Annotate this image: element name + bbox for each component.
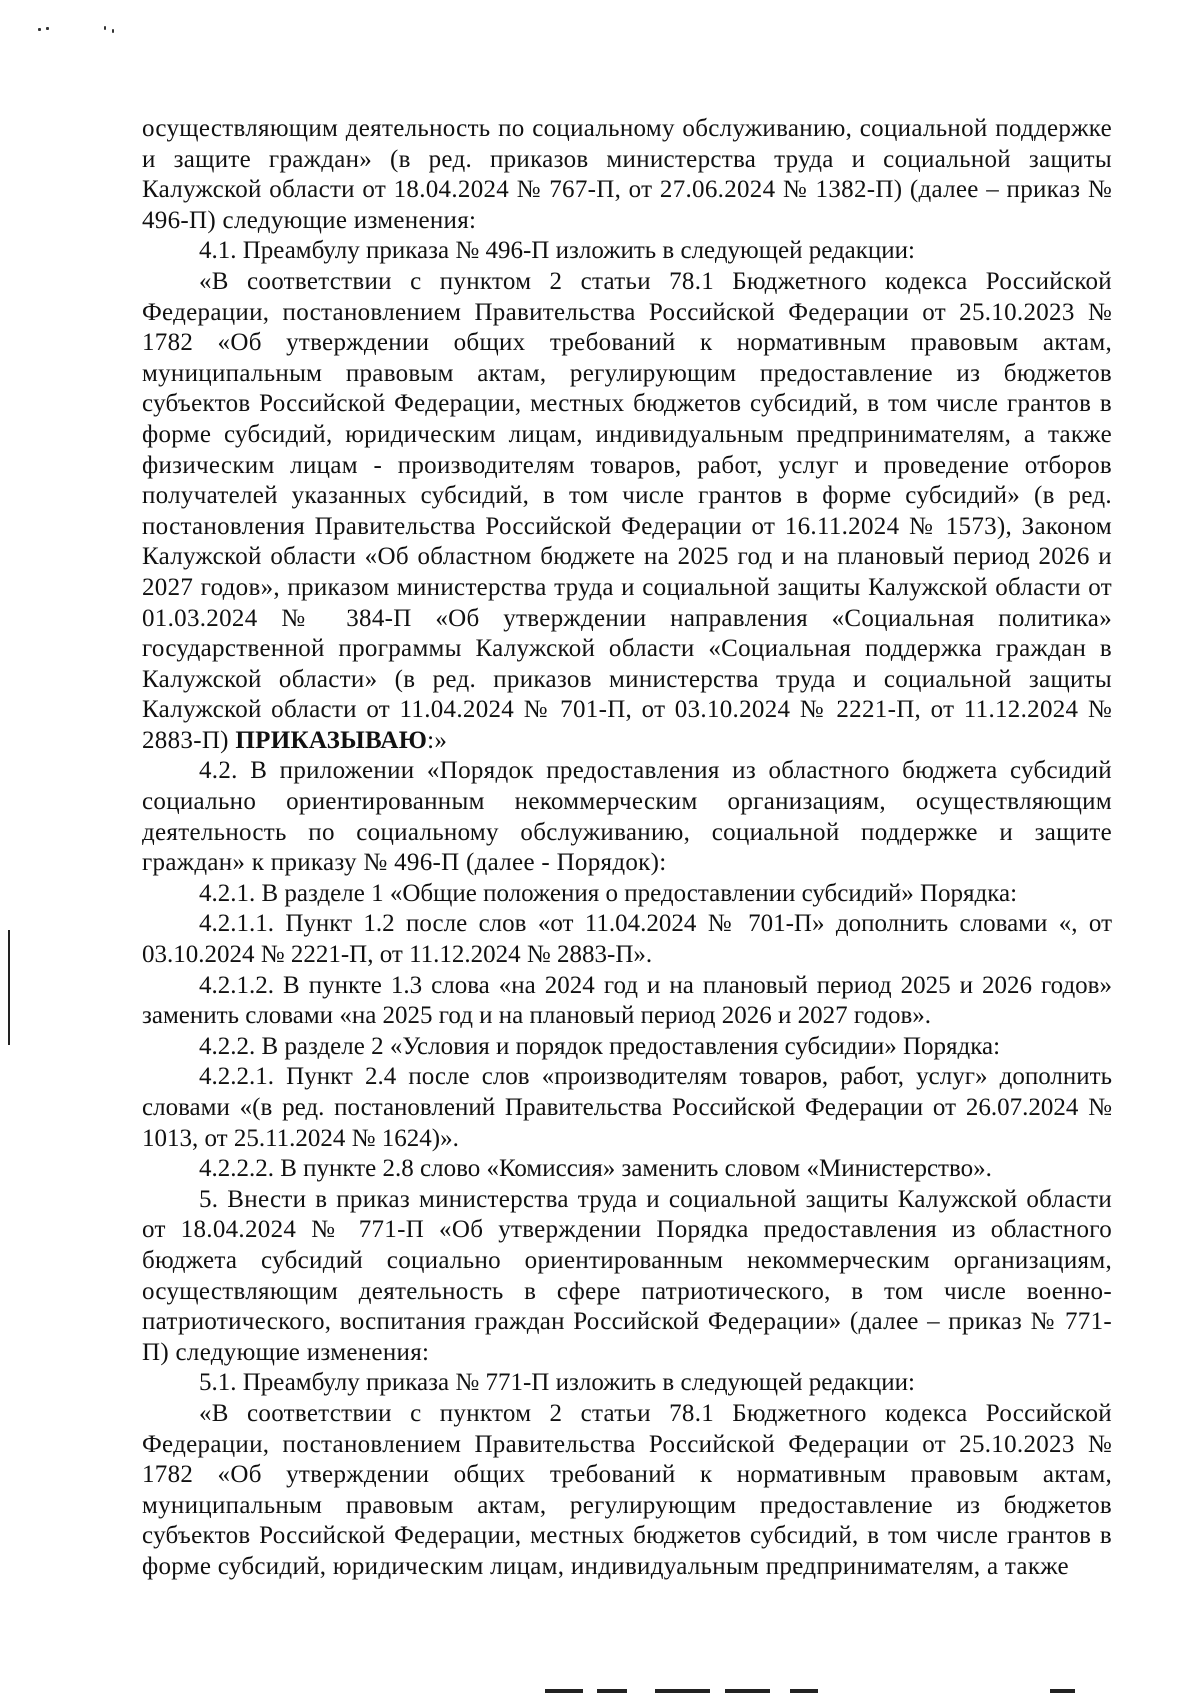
scan-speck [38,28,41,31]
paragraph-preamble-496 [142,267,1112,757]
scan-mark [725,1689,770,1693]
paragraph-4-2-2-1: 4.2.2.1. Пункт 2.4 после слов «производителям товаров, работ, услуг» дополнить словами «(в ред. постановлений Правительства Российской Федерации от 26.07.2024 № 1013, от 25.11.2024 № 1624)». [142,1063,1112,1152]
order-word: ПРИКАЗЫВАЮ [235,726,428,754]
preamble-496-text: «В соответствии с пунктом 2 статьи 78.1 Бюджетного кодекса Российской Федерации, постановлением Правительства Российской Федерации от 25.10.2023 № 1782 «Об утверждении общих требований к нормативным правовым актам, муниципальным правовым актам, регулирующим предоставление из бюджетов субъектов Российской Федерации, местных бюджетов субсидий, в том числе грантов в форме субсидий, юридическим лицам, индивидуальным предпринимателям, а также физическим лицам - производителям товаров, работ, услуг и проведение отборов получателей указанных субсидий, в том числе грантов в форме субсидий» (в ред. постановления Правительства Российской Федерации от 16.11.2024 № 1573), Законом Калужской области «Об областном бюджете на 2025 год и на плановый период 2026 и 2027 годов», приказом министерства труда и социальной защиты Калужской области от 01.03.2024 № 384-П «Об утверждении направления «Социальная политика» государственной программы Калужской области «Социальная поддержка граждан в Калужской области» (в ред. приказов министерства труда и социальной защиты Калужской области от 11.04.2024 № 701-П, от 03.10.2024 № 2221-П, от 11.12.2024 № 2883-П) [142,267,1112,754]
scan-mark [545,1689,583,1693]
paragraph-5-1: 5.1. Преамбулу приказа № 771-П изложить в следующей редакции: [199,1369,916,1397]
paragraph-5: 5. Внести в приказ министерства труда и социальной защиты Калужской области от 18.04.2024 № 771-П «Об утверждении Порядка предоставления из областного бюджета субсидий социально ориентированным некоммерческим организациям, осуществляющим деятельность в сфере патриотического, в том числе военно-патриотического, воспитания граждан Российской Федерации» (далее – приказ № 771-П) следующие изменения: [142,1185,1112,1366]
scan-mark [597,1689,627,1693]
scan-speck [112,29,114,33]
scan-mark [655,1689,710,1693]
paragraph-4-2-2: 4.2.2. В разделе 2 «Условия и порядок предоставления субсидии» Порядка: [199,1032,1001,1060]
paragraph-continuation: осуществляющим деятельность по социальному обслуживанию, социальной поддержке и защите граждан» (в ред. приказов министерства труда и социальной защиты Калужской области от 18.04.2024 № 767-П, от 27.06.2024 № 1382-П) (далее – приказ № 496-П) следующие изменения: [142,115,1112,234]
document-body [142,114,1112,1583]
scan-speck [104,26,106,30]
paragraph-4-2-1: 4.2.1. В разделе 1 «Общие положения о предоставлении субсидий» Порядка: [199,879,1018,907]
paragraph-4-2: 4.2. В приложении «Порядок предоставления из областного бюджета субсидий социально ориентированным некоммерческим организациям, осуществляющим деятельность по социальному обслуживанию, социальной поддержке и защите граждан» к приказу № 496-П (далее - Порядок): [142,757,1112,877]
paragraph-4-1: 4.1. Преамбулу приказа № 496-П изложить в следующей редакции: [199,237,916,265]
scan-speck [46,27,49,30]
scan-footer-marks [545,1689,1105,1698]
scan-mark [790,1689,818,1693]
paragraph-4-2-1-1: 4.2.1.1. Пункт 1.2 после слов «от 11.04.2024 № 701-П» дополнить словами «, от 03.10.2024 № 2221-П, от 11.12.2024 № 2883-П». [142,910,1112,969]
scan-mark [1050,1689,1075,1693]
paragraph-4-2-1-2: 4.2.1.2. В пункте 1.3 слова «на 2024 год и на плановый период 2025 и 2026 годов» заменить словами «на 2025 год и на плановый период 2026 и 2027 годов». [142,971,1112,1030]
order-suffix: :» [427,726,448,754]
paragraph-4-2-2-2: 4.2.2.2. В пункте 2.8 слово «Комиссия» заменить словом «Министерство». [199,1155,992,1183]
paragraph-preamble-771: «В соответствии с пунктом 2 статьи 78.1 Бюджетного кодекса Российской Федерации, постановлением Правительства Российской Федерации от 25.10.2023 № 1782 «Об утверждении общих требований к нормативным правовым актам, муниципальным правовым актам, регулирующим предоставление из бюджетов субъектов Российской Федерации, местных бюджетов субсидий, в том числе грантов в форме субсидий, юридическим лицам, индивидуальным предпринимателям, а также [142,1399,1112,1580]
scan-margin-line [8,970,10,1045]
